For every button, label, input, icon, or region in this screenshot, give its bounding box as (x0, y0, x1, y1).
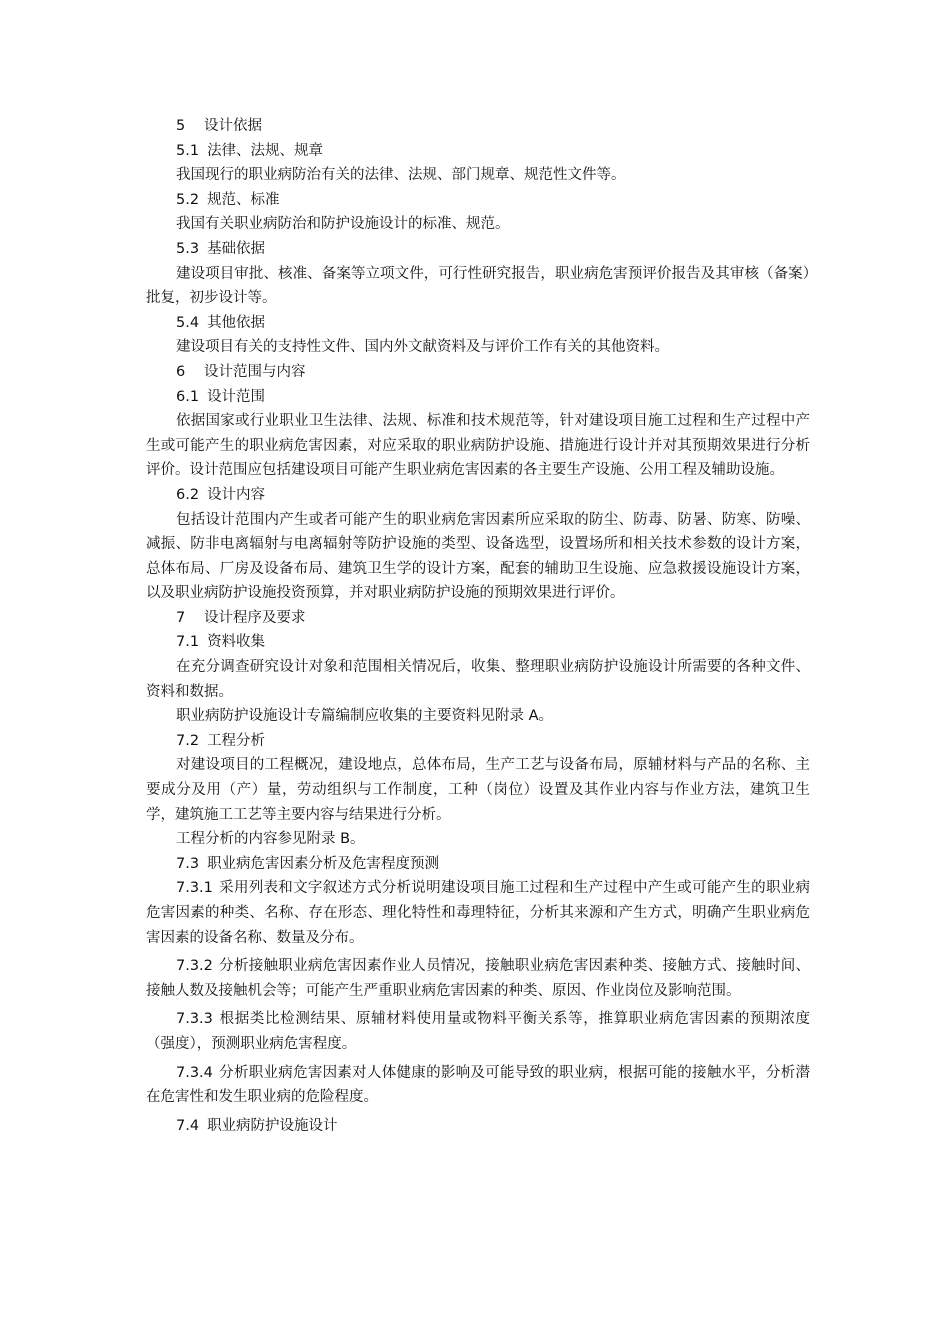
subsection-heading (146, 483, 810, 508)
body-paragraph: 工程分析的内容参见附录 B。 (176, 831, 365, 848)
subsection-heading (146, 385, 810, 410)
subsection-number: 5.1 (176, 142, 200, 159)
clause-number: 7.3.3 (176, 1011, 213, 1028)
body-paragraph: 职业病防护设施设计专篇编制应收集的主要资料见附录 A。 (176, 708, 554, 725)
numbered-paragraph (146, 1007, 810, 1056)
subsection-number: 5.2 (176, 191, 200, 208)
clause-text: 分析接触职业病危害因素作业人员情况，接触职业病危害因素种类、接触方式、接触时间、接触人数及接触机会等；可能产生严重职业病危害因素的种类、原因、作业岗位及影响范围。 (146, 958, 810, 999)
subsection-heading (146, 188, 810, 213)
subsection-title: 工程分析 (207, 732, 266, 749)
subsection-title: 基础依据 (207, 240, 266, 257)
section-number: 5 (176, 118, 186, 134)
body-paragraph: 对建设项目的工程概况，建设地点，总体布局，生产工艺与设备布局，原辅材料与产品的名称、主要成分及用（产）量，劳动组织与工作制度，工种（岗位）设置及其作业内容与作业方法，建筑卫生学，建筑施工工艺等主要内容与结果进行分析。 (146, 757, 810, 823)
subsection-title: 规范、标准 (207, 191, 280, 208)
body-paragraph: 包括设计范围内产生或者可能产生的职业病危害因素所应采取的防尘、防毒、防暑、防寒、防噪、减振、防非电离辐射与电离辐射等防护设施的类型、设备选型，设置场所和相关技术参数的设计方案，总体布局、厂房及设备布局、建筑卫生学的设计方案，配套的辅助卫生设施、应急救援设施设计方案，以及职业病防护设施投资预算，并对职业病防护设施的预期效果进行评价。 (146, 511, 810, 602)
section-title: 设计程序及要求 (204, 609, 306, 626)
subsection-title: 职业病危害因素分析及危害程度预测 (207, 855, 440, 872)
subsection-title: 设计内容 (207, 486, 266, 503)
subsection-title: 设计范围 (207, 388, 266, 405)
section-number: 7 (176, 609, 186, 626)
subsection-heading (146, 311, 810, 336)
section-title: 设计依据 (204, 118, 262, 134)
subsection-heading (146, 1114, 810, 1139)
clause-number: 7.3.4 (176, 1064, 213, 1081)
subsection-heading (146, 729, 810, 754)
subsection-number: 7.1 (176, 634, 200, 651)
section-heading (146, 114, 810, 139)
clause-number: 7.3.1 (176, 880, 213, 897)
subsection-number: 5.4 (176, 314, 200, 331)
numbered-paragraph (146, 876, 810, 950)
body-paragraph: 建设项目有关的支持性文件、国内外文献资料及与评价工作有关的其他资料。 (176, 339, 669, 356)
clause-text: 分析职业病危害因素对人体健康的影响及可能导致的职业病，根据可能的接触水平，分析潜在危害性和发生职业病的危险程度。 (146, 1064, 810, 1106)
subsection-title: 职业病防护设施设计 (207, 1117, 338, 1134)
subsection-number: 7.3 (176, 855, 200, 872)
clause-text: 采用列表和文字叙述方式分析说明建设项目施工过程和生产过程中产生或可能产生的职业病危害因素的种类、名称、存在形态、理化特性和毒理特征，分析其来源和产生方式，明确产生职业病危害因素的设备名称、数量及分布。 (146, 880, 810, 946)
document-body (146, 114, 810, 1138)
clause-text: 根据类比检测结果、原辅材料使用量或物料平衡关系等，推算职业病危害因素的预期浓度（强度），预测职业病危害程度。 (146, 1011, 810, 1052)
clause-number: 7.3.2 (176, 958, 213, 975)
body-paragraph: 我国现行的职业病防治有关的法律、法规、部门规章、规范性文件等。 (176, 167, 626, 184)
subsection-heading (146, 630, 810, 655)
subsection-heading (146, 852, 810, 877)
body-paragraph: 在充分调查研究设计对象和范围相关情况后，收集、整理职业病防护设施设计所需要的各种文件、资料和数据。 (146, 659, 810, 700)
section-number: 6 (176, 363, 186, 380)
subsection-heading (146, 237, 810, 262)
subsection-heading (146, 139, 810, 164)
subsection-number: 6.1 (176, 388, 200, 405)
subsection-number: 5.3 (176, 240, 200, 257)
subsection-number: 6.2 (176, 486, 200, 503)
body-paragraph: 建设项目审批、核准、备案等立项文件，可行性研究报告，职业病危害预评价报告及其审核（备案）批复，初步设计等。 (146, 265, 810, 307)
numbered-paragraph (146, 954, 810, 1003)
section-title: 设计范围与内容 (204, 363, 306, 380)
body-paragraph: 依据国家或行业职业卫生法律、法规、标准和技术规范等，针对建设项目施工过程和生产过程中产生或可能产生的职业病危害因素，对应采取的职业病防护设施、措施进行设计并对其预期效果进行分析评价。设计范围应包括建设项目可能产生职业病危害因素的各主要生产设施、公用工程及辅助设施。 (146, 413, 810, 479)
subsection-number: 7.4 (176, 1117, 200, 1134)
subsection-title: 法律、法规、规章 (207, 142, 324, 159)
body-paragraph: 我国有关职业病防治和防护设施设计的标准、规范。 (176, 216, 510, 233)
numbered-paragraph (146, 1061, 810, 1110)
subsection-title: 其他依据 (207, 314, 266, 331)
subsection-number: 7.2 (176, 732, 200, 749)
subsection-title: 资料收集 (207, 634, 266, 651)
section-heading (146, 606, 810, 631)
section-heading (146, 360, 810, 385)
